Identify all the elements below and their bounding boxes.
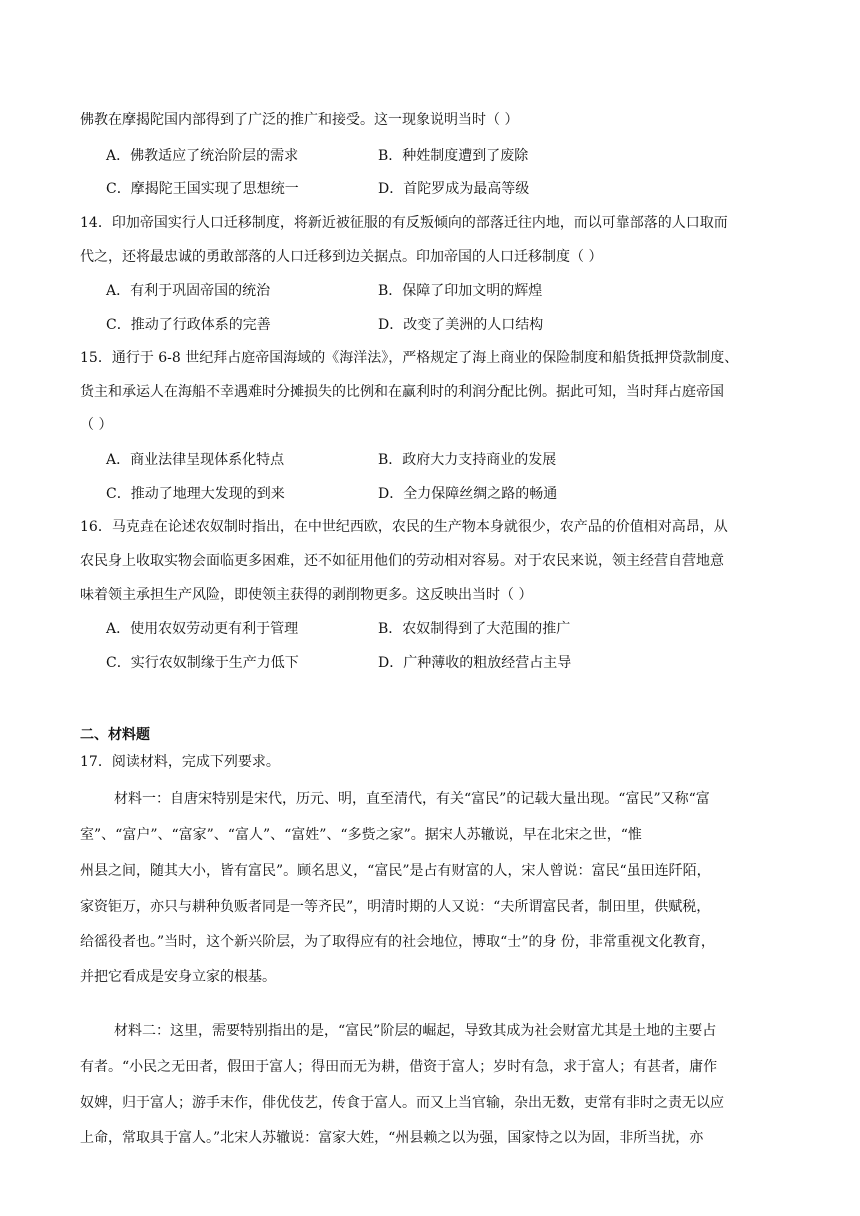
q17-stem: 17．阅读材料，完成下列要求。 (80, 754, 280, 770)
material2-line: 有者。“小民之无田者，假田于富人；得田而无为耕，借资于富人；岁时有急，求于富人；有甚者，庸作 (80, 1059, 718, 1075)
q15-option-a: A．商业法律呈现体系化特点 (106, 452, 285, 468)
material1-line: 州县之间，随其大小，皆有富民”。顾名思义，“富民”是占有财富的人，宋人曾说：富民“虽田连阡陌， (80, 863, 711, 879)
q15-stem-line1: 15．通行于 6-8 世纪拜占庭帝国海域的《海洋法》，严格规定了海上商业的保险制度和船货抵押贷款制度、 (80, 350, 739, 366)
q16-option-b: B．农奴制得到了大范围的推广 (378, 621, 571, 637)
q14-option-b: B．保障了印加文明的辉煌 (378, 283, 543, 299)
material1-line: 材料一：自唐宋特别是宋代，历元、明，直至清代，有关“富民”的记载大量出现。“富民”又称“富 (114, 791, 710, 807)
q13-option-a: A．佛教适应了统治阶层的需求 (106, 148, 299, 164)
material1-line: 并把它看成是安身立家的根基。 (80, 969, 276, 985)
material1-line: 家资钜万，亦只与耕种负贩者同是一等齐民”，明清时期的人又说：“夫所谓富民者，制田里，供赋税， (80, 899, 711, 915)
q15-option-c: C．推动了地理大发现的到来 (106, 486, 285, 502)
q14-option-c: C．推动了行政体系的完善 (106, 317, 271, 333)
q15-stem-line3: （ ） (80, 417, 113, 433)
q16-stem-line3: 味着领主承担生产风险，即使领主获得的剥削物更多。这反映出当时（ ） (80, 587, 533, 603)
q14-stem-line2: 代之，还将最忠诚的勇敢部落的人口迁移到边关据点。印加帝国的人口迁移制度（ ） (80, 249, 603, 265)
material2-line: 材料二：这里，需要特别指出的是，“富民”阶层的崛起，导致其成为社会财富尤其是土地的主要占 (114, 1023, 717, 1039)
q13-stem: 佛教在摩揭陀国内部得到了广泛的推广和接受。这一现象说明当时（ ） (80, 112, 519, 128)
section-heading: 二、材料题 (80, 727, 150, 743)
q16-stem-line2: 农民身上收取实物会面临更多困难，还不如征用他们的劳动相对容易。对于农民来说，领主经营自营地意 (80, 553, 724, 569)
material1-line: 室”、“富户”、“富家”、“富人”、“富姓”、“多赀之家”。据宋人苏辙说，早在北宋之世，“惟 (80, 827, 642, 843)
q16-stem-line1: 16．马克垚在论述农奴制时指出，在中世纪西欧，农民的生产物本身就很少，农产品的价值相对高昂，从 (80, 519, 728, 535)
q16-option-c: C．实行农奴制缘于生产力低下 (106, 655, 299, 671)
q15-option-b: B．政府大力支持商业的发展 (378, 452, 557, 468)
q14-option-d: D．改变了美洲的人口结构 (378, 317, 544, 333)
material1-line: 给徭役者也。”当时，这个新兴阶层，为了取得应有的社会地位，博取“士”的身 份，非常重视文化教育， (80, 934, 715, 950)
q15-option-d: D．全力保障丝绸之路的畅通 (378, 486, 558, 502)
q14-stem-line1: 14．印加帝国实行人口迁移制度，将新近被征服的有反叛倾向的部落迁往内地，而以可靠部落的人口取而 (80, 215, 728, 231)
q14-option-a: A．有利于巩固帝国的统治 (106, 283, 271, 299)
q16-option-d: D．广种薄收的粗放经营占主导 (378, 655, 572, 671)
q13-option-b: B．种姓制度遭到了废除 (378, 148, 529, 164)
q15-stem-line2: 货主和承运人在海船不幸遇难时分摊损失的比例和在赢利时的利润分配比例。据此可知，当时拜占庭帝国 (80, 384, 724, 400)
q13-option-d: D．首陀罗成为最高等级 (378, 181, 530, 197)
q16-option-a: A．使用农奴劳动更有利于管理 (106, 621, 299, 637)
material2-line: 奴婢，归于富人；游手末作，俳优伎艺，传食于富人。而又上当官输，杂出无数，吏常有非时之责无以应 (80, 1095, 724, 1111)
material2-line: 上命，常取具于富人。”北宋人苏辙说：富家大姓，“州县赖之以为强，国家恃之以为固，非所当扰，亦 (80, 1130, 704, 1146)
q13-option-c: C．摩揭陀王国实现了思想统一 (106, 181, 299, 197)
